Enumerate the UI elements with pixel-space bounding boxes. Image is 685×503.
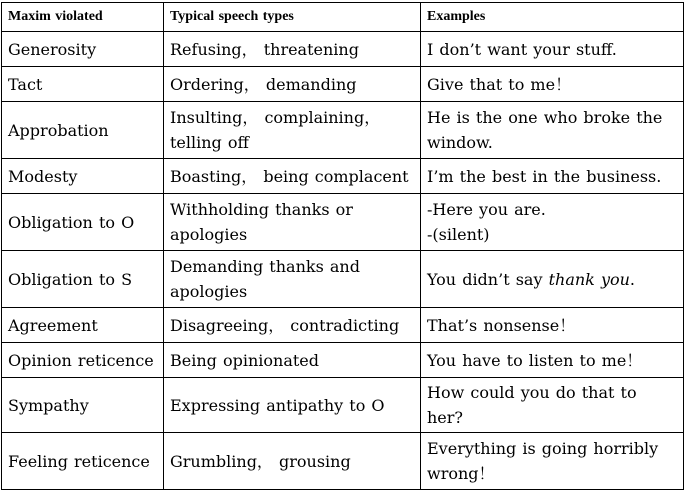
example-cell bbox=[421, 308, 684, 343]
speech-cell bbox=[164, 251, 421, 308]
example-line: He is the one who broke the bbox=[427, 108, 663, 127]
example-line: Everything is going horribly bbox=[427, 439, 659, 458]
maxim-cell: Generosity bbox=[2, 32, 164, 67]
speech-cell bbox=[164, 194, 421, 251]
speech-cell bbox=[164, 32, 421, 67]
header-row bbox=[2, 3, 684, 32]
table-row bbox=[2, 159, 684, 194]
maxims-table bbox=[1, 2, 684, 490]
speech-cell bbox=[164, 378, 421, 433]
example-cell bbox=[421, 433, 684, 490]
table-row bbox=[2, 194, 684, 251]
example-text: . bbox=[629, 269, 636, 289]
table-row bbox=[2, 378, 684, 433]
header-maxim: Maxim violated bbox=[2, 3, 164, 32]
example-line: I don’t want your stuff. bbox=[427, 39, 617, 59]
table-row bbox=[2, 433, 684, 490]
speech-cell bbox=[164, 433, 421, 490]
example-text: You didn’t say bbox=[427, 269, 549, 289]
maxim-cell: Agreement bbox=[2, 308, 164, 343]
example-line: -Here you are. bbox=[427, 200, 546, 219]
table-row bbox=[2, 251, 684, 308]
speech-cell bbox=[164, 67, 421, 102]
table-row bbox=[2, 32, 684, 67]
header-examples: Examples bbox=[421, 3, 684, 32]
example-line: How could you do that to her? bbox=[427, 383, 637, 427]
speech-line: Boasting， being complacent bbox=[170, 166, 409, 186]
speech-line: Expressing antipathy to O bbox=[170, 395, 385, 415]
speech-line: Withholding thanks or bbox=[170, 200, 353, 219]
example-cell bbox=[421, 32, 684, 67]
example-line: I’m the best in the business. bbox=[427, 166, 662, 186]
example-line: wrong！ bbox=[427, 464, 495, 483]
speech-line: Refusing， threatening bbox=[170, 39, 359, 59]
example-line bbox=[427, 267, 678, 292]
example-line: You have to listen to me！ bbox=[427, 350, 643, 370]
maxim-cell: Approbation bbox=[2, 102, 164, 159]
example-line: Give that to me！ bbox=[427, 74, 572, 94]
table-row bbox=[2, 343, 684, 378]
speech-line: Disagreeing， contradicting bbox=[170, 315, 400, 335]
example-line: -(silent) bbox=[427, 225, 490, 244]
example-line: window. bbox=[427, 133, 493, 152]
table-row bbox=[2, 67, 684, 102]
example-cell bbox=[421, 67, 684, 102]
speech-line: Grumbling， grousing bbox=[170, 451, 351, 471]
speech-cell bbox=[164, 343, 421, 378]
speech-line: Insulting， complaining， bbox=[170, 108, 381, 127]
speech-cell bbox=[164, 159, 421, 194]
example-cell bbox=[421, 378, 684, 433]
example-cell bbox=[421, 343, 684, 378]
example-cell bbox=[421, 194, 684, 251]
maxim-cell: Modesty bbox=[2, 159, 164, 194]
speech-line: Being opinionated bbox=[170, 350, 320, 370]
speech-line: Demanding thanks and bbox=[170, 257, 360, 276]
maxim-cell: Obligation to O bbox=[2, 194, 164, 251]
table-row bbox=[2, 308, 684, 343]
example-emphasis: thank you bbox=[548, 269, 630, 289]
speech-line: Ordering， demanding bbox=[170, 74, 357, 94]
example-cell bbox=[421, 102, 684, 159]
maxim-cell: Obligation to S bbox=[2, 251, 164, 308]
maxim-cell: Feeling reticence bbox=[2, 433, 164, 490]
table-row bbox=[2, 102, 684, 159]
speech-line: apologies bbox=[170, 225, 248, 244]
maxim-cell: Sympathy bbox=[2, 378, 164, 433]
speech-cell bbox=[164, 308, 421, 343]
example-cell bbox=[421, 159, 684, 194]
speech-cell bbox=[164, 102, 421, 159]
maxim-cell: Opinion reticence bbox=[2, 343, 164, 378]
example-line: That’s nonsense！ bbox=[427, 315, 576, 335]
speech-line: apologies bbox=[170, 282, 248, 301]
speech-line: telling off bbox=[170, 133, 249, 152]
header-speech-types: Typical speech types bbox=[164, 3, 421, 32]
maxim-cell: Tact bbox=[2, 67, 164, 102]
example-cell bbox=[421, 251, 684, 308]
